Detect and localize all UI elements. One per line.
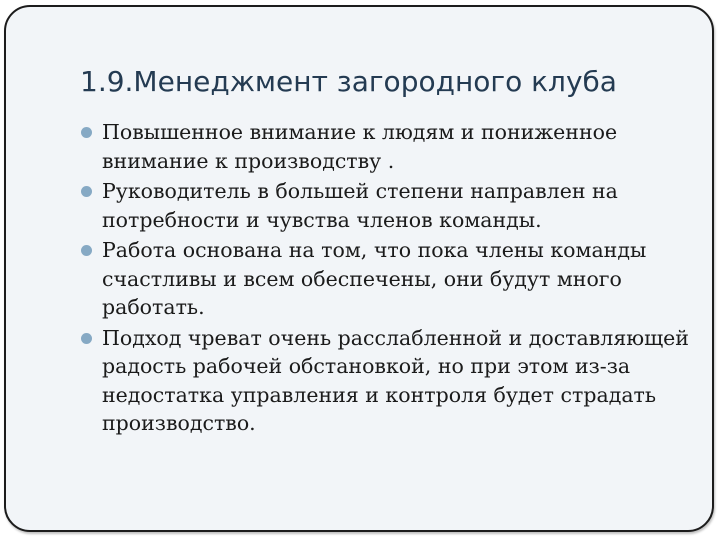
bullet-item [76,324,696,438]
bullet-text: Работа основана на том, что пока члены команды счастливы и всем обеспечены, они будут много работать. [102,238,647,319]
bullet-dot-icon [81,245,92,256]
bullet-item [76,236,696,322]
bullet-item [76,118,696,175]
bullet-text: Подход чреват очень расслабленной и доставляющей радость рабочей обстановкой, но при этом из-за недостатка управления и контроля будет страдать производство. [102,325,689,435]
slide-title: 1.9.Менеджмент загородного клуба [80,65,617,98]
bullet-item [76,177,696,234]
bullet-dot-icon [81,186,92,197]
bullet-list [76,118,696,440]
bullet-text: Повышенное внимание к людям и пониженное внимание к производству . [102,120,618,173]
bullet-text: Руководитель в большей степени направлен на потребности и чувства членов команды. [102,179,618,232]
bullet-dot-icon [81,127,92,138]
bullet-dot-icon [81,333,92,344]
